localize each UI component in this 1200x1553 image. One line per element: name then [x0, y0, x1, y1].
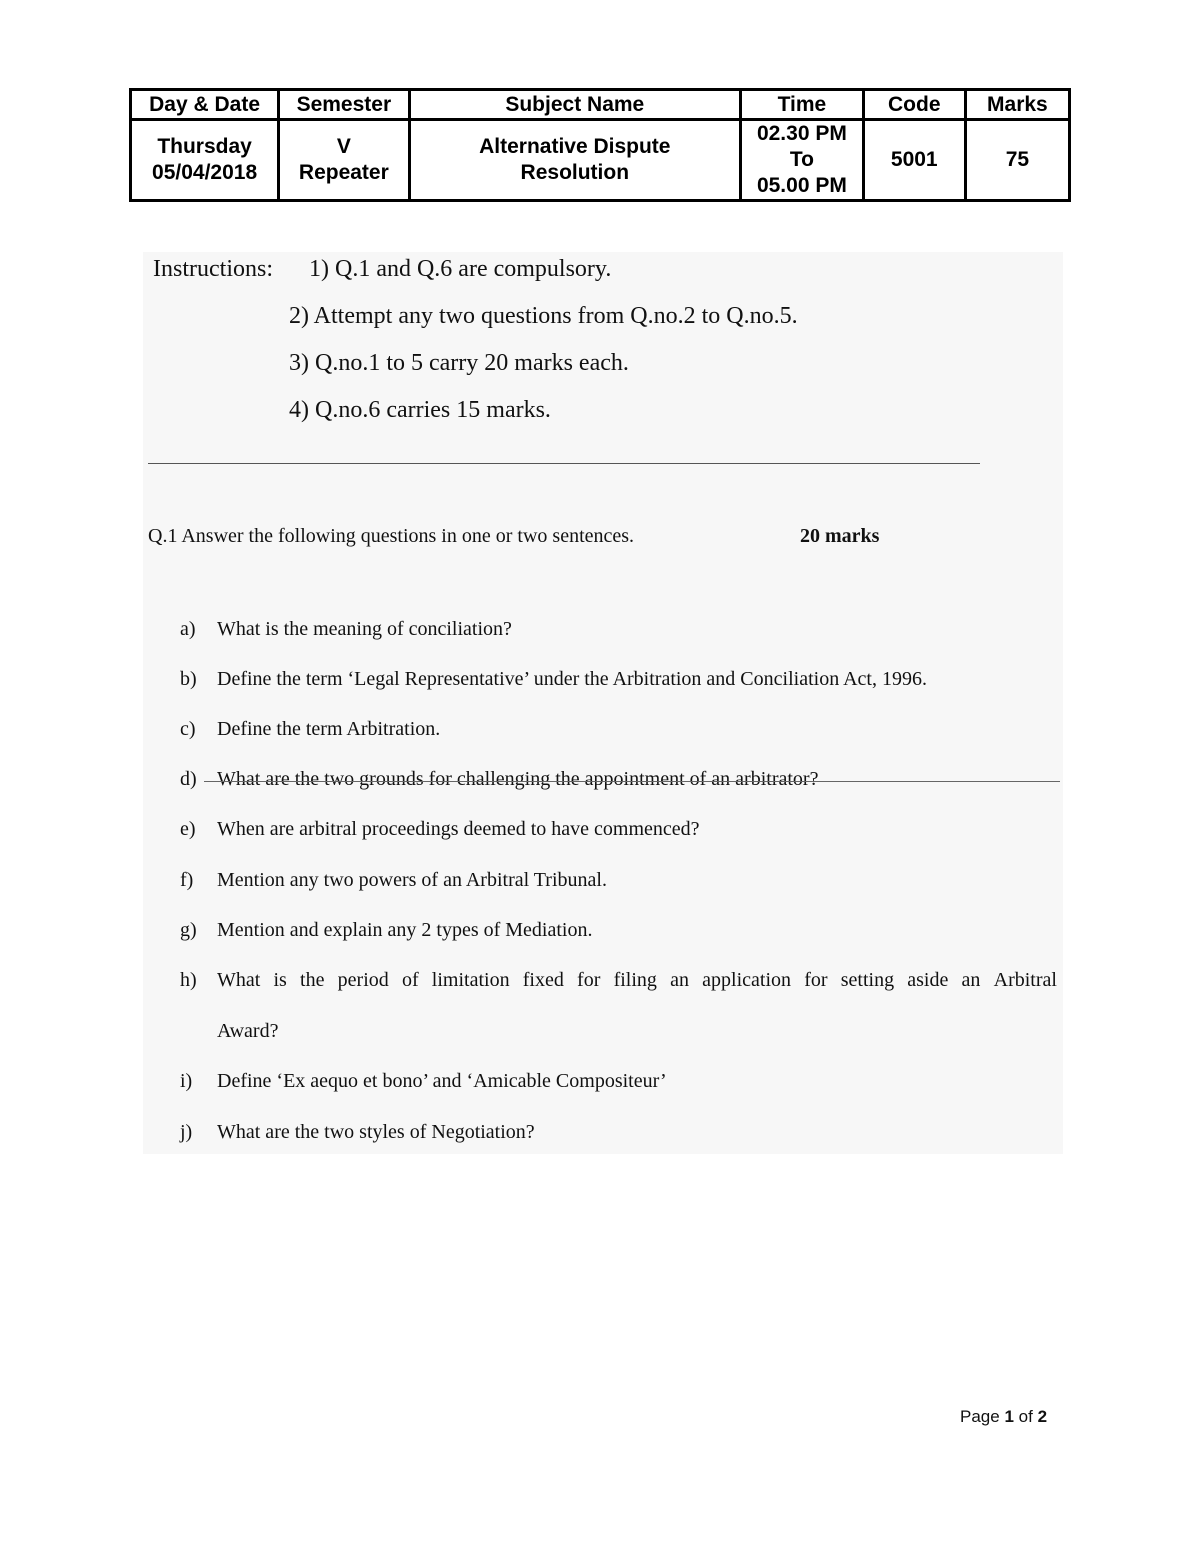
question-letter: i)	[180, 1070, 193, 1092]
semester-type-value: Repeater	[298, 161, 389, 184]
question-word: Arbitral	[993, 969, 1057, 991]
question-word: limitation	[431, 969, 510, 991]
q1-heading: Q.1 Answer the following questions in one or two sentences.	[148, 525, 635, 547]
question-letter: g)	[180, 919, 197, 941]
question-text: What is the meaning of conciliation?	[217, 618, 512, 640]
scanned-area	[143, 252, 1063, 1154]
cell-semester	[279, 120, 409, 201]
question-item	[180, 668, 927, 691]
semester-value: V	[336, 135, 351, 158]
question-text	[217, 969, 1057, 992]
date-value: 05/04/2018	[152, 161, 258, 184]
question-text: What are the two grounds for challenging the appointment of an arbitrator?	[217, 768, 819, 790]
question-word: application	[702, 969, 792, 991]
question-letter: h)	[180, 969, 197, 991]
col-code: Code	[863, 90, 965, 120]
question-text: Define ‘Ex aequo et bono’ and ‘Amicable Compositeur’	[217, 1070, 667, 1092]
question-word: an	[670, 969, 689, 991]
col-semester: Semester	[279, 90, 409, 120]
question-letter: j)	[180, 1121, 193, 1143]
col-time: Time	[741, 90, 864, 120]
question-word: for	[577, 969, 601, 991]
question-item	[180, 869, 607, 892]
subject-line2: Resolution	[520, 161, 630, 184]
instruction-item: 3) Q.no.1 to 5 carry 20 marks each.	[289, 350, 629, 376]
question-word: fixed	[522, 969, 564, 991]
question-text: Mention any two powers of an Arbitral Tribunal.	[217, 869, 607, 891]
scan-strike-line	[204, 781, 1060, 782]
question-item	[180, 1070, 667, 1093]
question-item	[180, 969, 1057, 992]
question-text: Mention and explain any 2 types of Mediation.	[217, 919, 593, 941]
question-letter: d)	[180, 768, 197, 790]
cell-time	[741, 120, 864, 201]
time-end: 05.00 PM	[756, 174, 847, 197]
question-text: What are the two styles of Negotiation?	[217, 1121, 535, 1143]
question-word: filing	[613, 969, 657, 991]
time-start: 02.30 PM	[756, 122, 847, 145]
day-value: Thursday	[157, 135, 252, 158]
question-item	[180, 1121, 535, 1144]
cell-code: 5001	[863, 120, 965, 201]
subject-line1: Alternative Dispute	[479, 135, 671, 158]
instructions-label: Instructions:	[153, 256, 273, 282]
instruction-item: 2) Attempt any two questions from Q.no.2 to Q.no.5.	[289, 303, 798, 329]
question-item	[180, 768, 818, 791]
question-letter: b)	[180, 668, 197, 690]
question-text: Define the term ‘Legal Representative’ under the Arbitration and Conciliation Act, 1996.	[217, 668, 927, 690]
instruction-item: 4) Q.no.6 carries 15 marks.	[289, 397, 551, 423]
page-footer	[960, 1407, 1047, 1427]
cell-day-date	[131, 120, 279, 201]
question-word: an	[961, 969, 981, 991]
question-item	[180, 919, 592, 942]
section-divider	[148, 463, 980, 464]
question-item	[180, 618, 512, 641]
question-letter: a)	[180, 618, 196, 640]
cell-subject	[409, 120, 741, 201]
question-word: the	[300, 969, 325, 991]
question-letter: f)	[180, 869, 194, 891]
cell-marks: 75	[965, 120, 1069, 201]
header-row	[131, 90, 1070, 120]
col-subject-name: Subject Name	[409, 90, 741, 120]
page-total: 2	[1037, 1407, 1048, 1426]
page-of: of	[1018, 1407, 1033, 1426]
question-word: What	[217, 969, 261, 991]
page-prefix: Page	[960, 1407, 1000, 1426]
question-item	[180, 718, 440, 741]
question-word: of	[401, 969, 419, 991]
instruction-item: 1) Q.1 and Q.6 are compulsory.	[309, 256, 612, 282]
question-word: is	[273, 969, 287, 991]
question-word: for	[804, 969, 828, 991]
question-word: setting	[840, 969, 895, 991]
value-row	[131, 120, 1070, 201]
question-word: period	[337, 969, 389, 991]
question-letter: c)	[180, 718, 196, 740]
exam-header-table	[129, 88, 1071, 202]
page-number: 1	[1004, 1407, 1014, 1426]
question-text: When are arbitral proceedings deemed to have commenced?	[217, 818, 700, 840]
q1-marks: 20 marks	[800, 525, 880, 547]
col-day-date: Day & Date	[131, 90, 279, 120]
question-item	[180, 818, 700, 841]
question-letter: e)	[180, 818, 196, 840]
col-marks: Marks	[965, 90, 1069, 120]
time-to: To	[789, 148, 814, 171]
question-text: Define the term Arbitration.	[217, 718, 441, 740]
question-word: aside	[907, 969, 949, 991]
question-continuation: Award?	[217, 1020, 279, 1042]
